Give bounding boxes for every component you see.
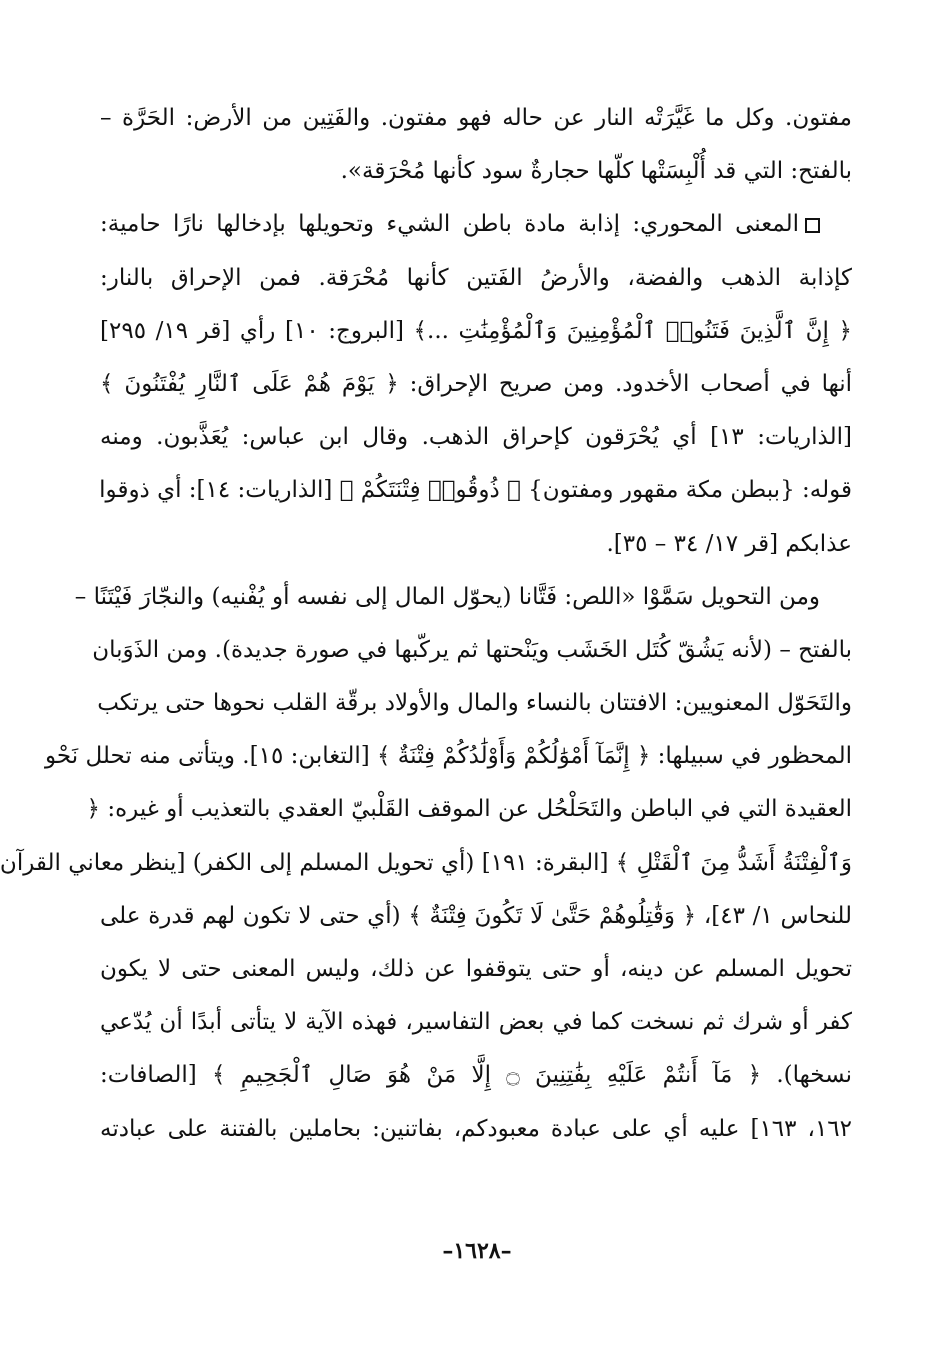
square-bullet-icon	[805, 218, 820, 233]
text-line: بالفتح: التي قد أُلْبِسَتْها كلّها حجارةٌ سود كأنها مُحْرَقة».	[340, 158, 852, 185]
text-line	[100, 198, 852, 251]
text-line: كفر أو شرك ثم نسخت كما في بعض التفاسير، فهذه الآية لا يتأتى أبدًا أن يُدّعي	[100, 1009, 852, 1036]
text-line: نسخها). ﴿ مَآ أَنتُمْ عَلَيْهِ بِفَٰتِنِينَ ۝ إِلَّا مَنْ هُوَ صَالِ ٱلْجَحِيمِ ﴾ [الصافات:	[100, 1062, 852, 1089]
page-text	[0, 92, 853, 1156]
text-line: قوله: {ببطن مكة مقهور ومفتون} ﴿ ذُوقُوا۟ فِتْنَتَكُمْ ﴾ [الذاريات: ١٤]: أي ذوقوا	[99, 477, 852, 504]
text-line: للنحاس ١/ ٤٣]، ﴿ وَقَٰتِلُوهُمْ حَتَّىٰ لَا تَكُونَ فِتْنَةٌ ﴾ (أي حتى لا تكون لهم قدرة على	[100, 902, 852, 929]
text-line: أنها في أصحاب الأخدود. ومن صريح الإحراق: ﴿ يَوْمَ هُمْ عَلَى ٱلنَّارِ يُفْتَنُونَ ﴾	[100, 370, 852, 397]
text-line: كإذابة الذهب والفضة، والأرضُ الفَتين كأنها مُحْرَقة. فمن الإحراق بالنار:	[100, 264, 852, 291]
text-line: وَٱلْفِتْنَةُ أَشَدُّ مِنَ ٱلْقَتْلِ ﴾ [البقرة: ١٩١] (أي تحويل المسلم إلى الكفر) [ينظر معاني القرآن	[0, 849, 852, 876]
text-line: ١٦٢، ١٦٣] عليه أي على عبادة معبودكم، بفاتنين: بحاملين بالفتنة على عبادته	[100, 1115, 853, 1142]
text-line: [الذاريات: ١٣] أي يُحْرَقون كإحراق الذهب. وقال ابن عباس: يُعَذَّبون. ومنه	[100, 424, 852, 451]
page-number: –١٦٢٨–	[442, 1238, 512, 1264]
text-line: مفتون. وكل ما غَيَّرَتْه النار عن حاله فهو مفتون. والفَتِين من الأرض: الحَرَّة –	[100, 105, 852, 131]
text-line: العقيدة التي في الباطن والتَحَلْحُل عن الموقف القَلْبيّ العقدي بالتعذيب أو غيره: ﴿	[86, 796, 852, 823]
text-line: بالفتح – (لأنه يَشُقّ كُتَل الخَشَب ويَنْحتها ثم يركّبها في صورة جديدة). ومن الذَوَبان	[92, 636, 852, 663]
text-line: المحظور في سبيلها: ﴿ إِنَّمَآ أَمْوَٰلُكُمْ وَأَوْلَٰدُكُمْ فِتْنَةٌ ﴾ [التغابن: ١٥]. ويتأتى منه تحلل نَحْو	[45, 743, 852, 770]
section-heading-text: المعنى المحوري: إذابة مادة باطن الشيء وتحويلها بإدخالها نارًا حامية:	[100, 211, 799, 238]
text-line: عذابكم [قر ١٧/ ٣٤ – ٣٥].	[606, 530, 852, 557]
text-line: ﴿ إِنَّ ٱلَّذِينَ فَتَنُوا۟ ٱلْمُؤْمِنِينَ وَٱلْمُؤْمِنَٰتِ ...﴾ [البروج: ١٠] رأي [قر ١٩/ ٢٩٥]	[100, 317, 852, 344]
text-line: ومن التحويل سَمَّوْا «اللص: فَتَّانا (يحوّل المال إلى نفسه أو يُفْنيه) والنجّارَ فَيْتَنًا –	[74, 583, 820, 610]
text-line: والتَحَوّل المعنويين: الافتتان بالنساء والمال والأولاد برقّة القلب نحوها حتى يرتكب	[97, 690, 852, 717]
text-line: تحويل المسلم عن دينه، أو حتى يتوقفوا عن ذلك، وليس المعنى حتى لا يكون	[100, 956, 852, 982]
